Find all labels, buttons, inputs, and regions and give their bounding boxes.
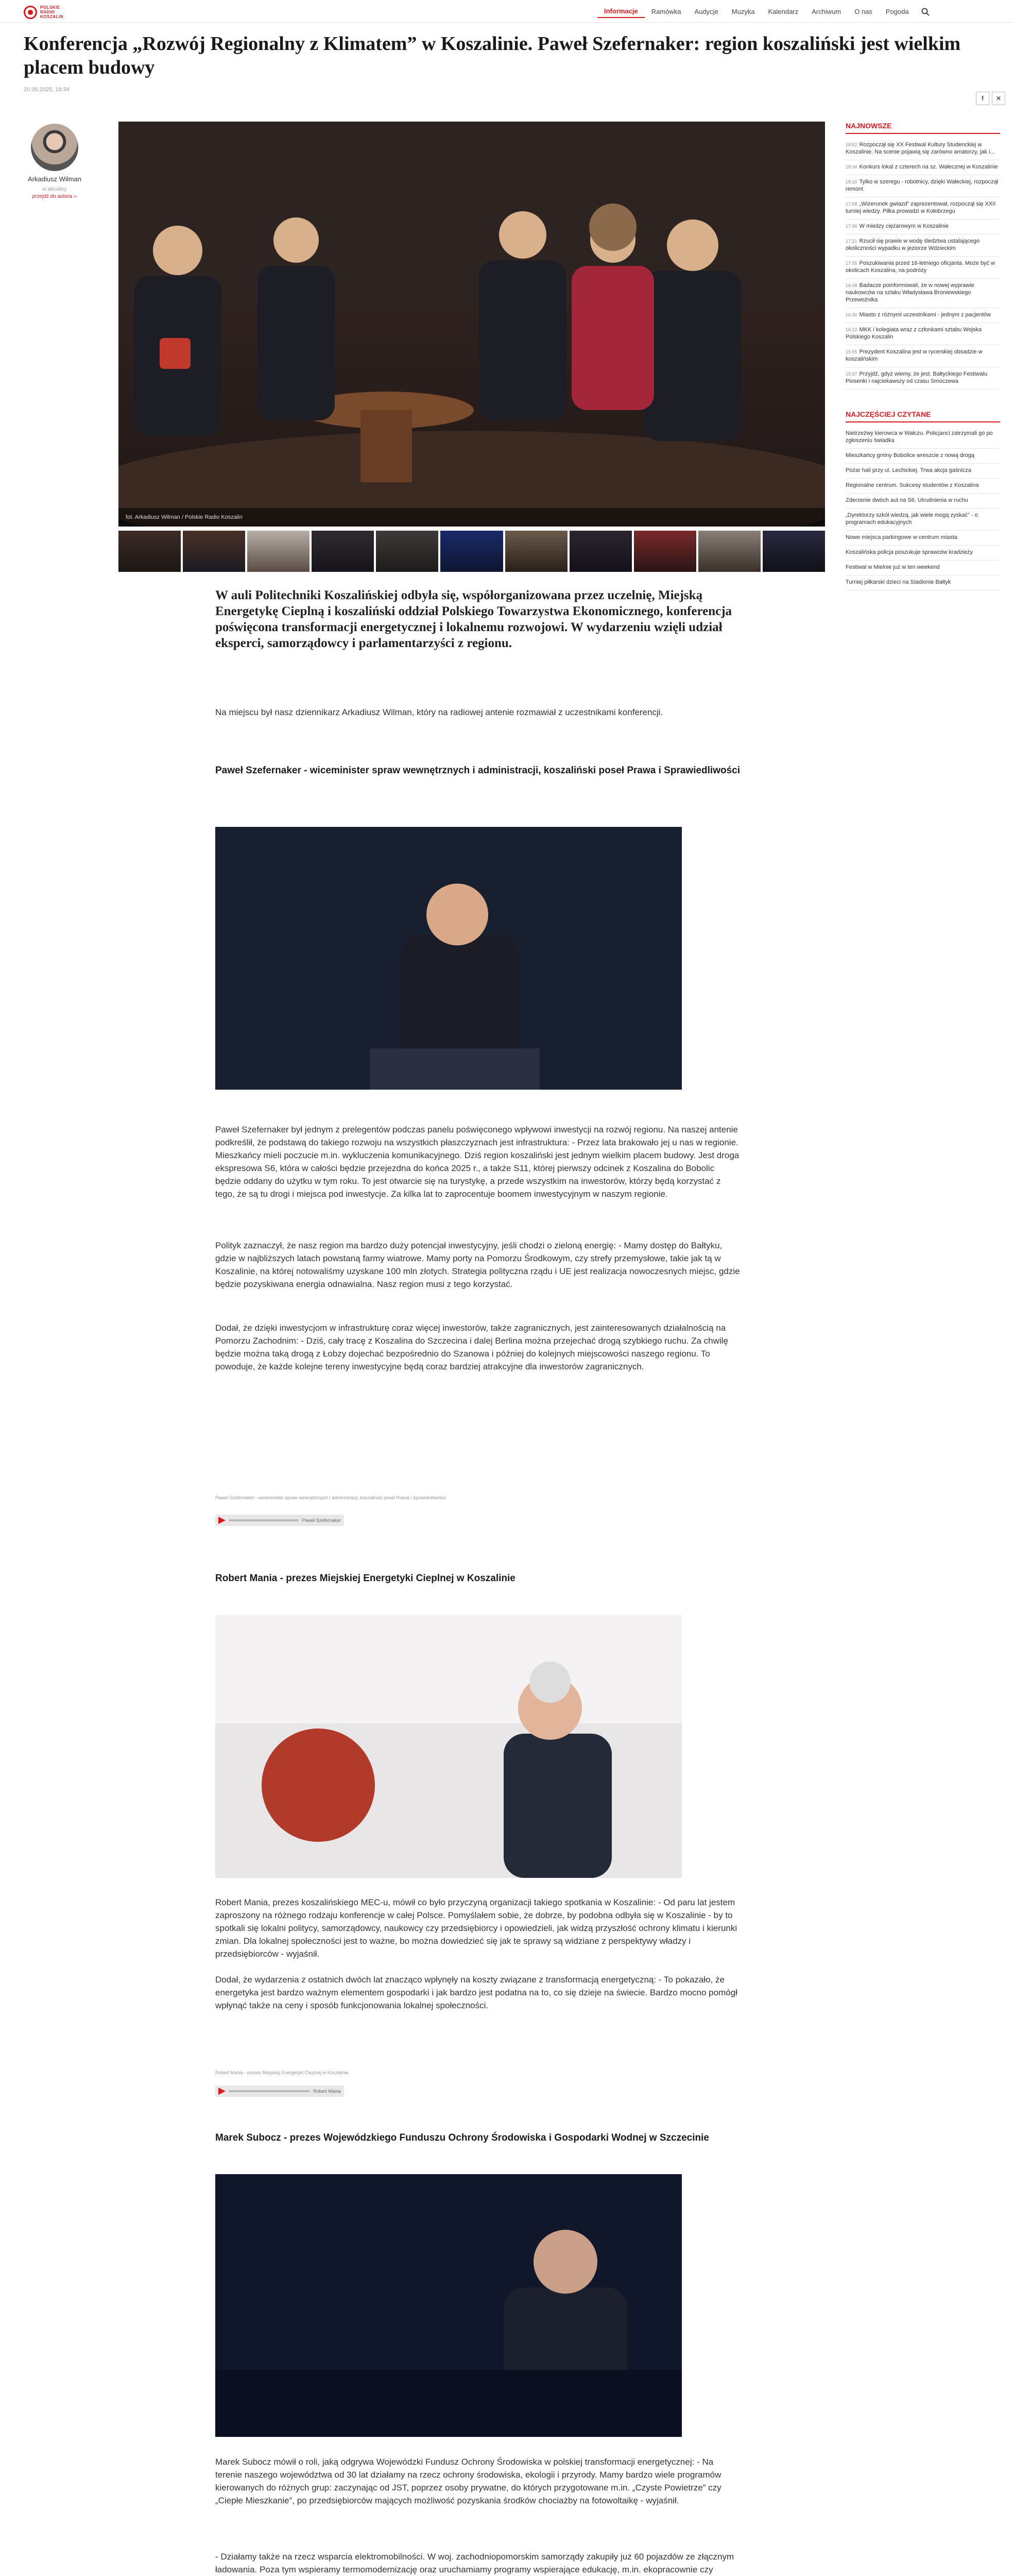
list-item[interactable] [846,561,1000,575]
item-title: Badacze poinformowali, że w nowej wyprawie naukowców na szlaku Władysława Broniewskiego Przewoźnika [846,282,974,303]
list-item[interactable] [846,160,1000,175]
list-item[interactable] [846,546,1000,561]
section-heading: Marek Subocz - prezes Wojewódzkiego Funduszu Ochrony Środowiska i Gospodarki Wodnej w Szczecinie [215,2132,709,2143]
photo-caption: Paweł Szefernaker - wiceminister spraw wewnętrznych i administracji, koszaliński poseł Prawa i Sprawiedliwości [215,1495,446,1500]
section-heading: Robert Mania - prezes Miejskiej Energetyki Cieplnej w Koszalinie [215,1573,515,1584]
latest-news-list [846,138,1000,389]
item-title: Mieszkańcy gminy Bobolice wreszcie z nową drogą [846,452,975,459]
nav-item-archiwum[interactable]: Archiwum [812,8,841,15]
item-title: Nowe miejsca parkingowe w centrum miasta [846,534,958,540]
avatar[interactable] [31,124,78,171]
gallery-thumb[interactable] [763,531,825,572]
author-profile-link[interactable]: przejdź do autora ›› [32,194,77,199]
section-paragraph: Dodał, że wydarzenia z ostatnich dwóch lat znacząco wpłynęły na koszty związane z transformacją energetyczną: - To pokazało, że energetyka jest bardzo ważnym elementem gospodarki i jak bardzo jest podatna na to, co się dzieje na świecie. Bardzo mocno pomógł wpłynąć także na ceny i sposób funkcjonowania lokalnej społeczności. [215,1975,737,2010]
item-time: 16:48 [846,283,857,288]
gallery-thumb[interactable] [698,531,761,572]
logo-line: POLSKIE [40,5,60,10]
item-time: 16:12 [846,327,857,332]
item-title: Festiwal w Mielnie już w ten weekend [846,564,940,570]
list-item[interactable] [846,323,1000,345]
logo-line: RADIO [40,10,55,14]
list-item[interactable] [846,494,1000,509]
section-paragraph: Robert Mania, prezes koszalińskiego MEC-u, mówił co było przyczyną organizacji takiego spotkania w Koszalinie: - Od paru lat jestem zaproszony na różnego rodzaju konferencje w całej Polsce. Pomyślałem sobie, że dobrze, by podobna odbyła się w Koszalinie - by to spotkali się lokalni politycy, samorządowcy, naukowcy czy przedsiębiorcy i opowiedzieli, jak widzą przyszłość ochrony klimatu i kierunki zmian. Dla lokalnej społeczności jest to ważne, bo można dowiedzieć się jak te sprawy są widziane z perspektywy władzy i przedsiębiorców - wyjaśnił. [215,1897,737,1959]
section-paragraph: Marek Subocz mówił o roli, jaką odgrywa Wojewódzki Fundusz Ochrony Środowiska w polskiej transformacji energetycznej: - Na terenie naszego województwa od 30 lat działamy na rzecz ochrony środowiska, ekologii i przyrody. Mamy bardzo wiele programów kierowanych do różnych grup: zaczynając od JST, poprzez osoby prywatne, do których przygotowane m.in. „Czyste Powietrze” czy „Ciepłe Mieszkanie”, po przedsiębiorców mających możliwość pozyskania środków chociażby na fotowoltaikę - wyjaśnił. [215,2457,721,2505]
section-paragraph: - Działamy także na rzecz wsparcia elektromobilności. W woj. zachodniopomorskim samorządy zakupiły już 60 pojazdów ze złącznym ładowania. Poza tym wspieramy termomodernizację oraz uruchamiamy programy wspierające edukację, m.in. ekopracownie czy [215,2552,734,2574]
list-item[interactable] [846,175,1000,197]
article-intro: Na miejscu był nasz dziennikarz Arkadiusz Wilman, który na radiowej antenie rozmawiał z uczestnikami konferencji. [215,707,663,717]
sidebar-latest-heading: NAJNOWSZE [846,122,1000,134]
item-time: 17:05 [846,261,857,266]
section-photo[interactable] [215,2174,682,2437]
list-item[interactable] [846,257,1000,279]
gallery-thumb[interactable] [183,531,245,572]
list-item[interactable] [846,367,1000,389]
gallery-thumb[interactable] [634,531,696,572]
list-item[interactable] [846,345,1000,367]
twitter-share-icon[interactable]: ✕ [992,92,1005,105]
gallery-thumb[interactable] [505,531,568,572]
gallery-thumb[interactable] [247,531,310,572]
search-icon[interactable] [920,6,931,18]
gallery-thumb[interactable] [376,531,438,572]
audio-label: Robert Mania [313,2089,341,2094]
list-item[interactable] [846,219,1000,234]
audio-player[interactable] [215,1515,344,1526]
item-title: MKK i kolegiata wraz z członkami sztabu Wojska Polskiego Koszalin [846,327,982,340]
item-title: Tylko w szeregu - robotnicy, dzięki Wałeckiej, rozpoczął remont [846,179,999,192]
popular-news-list [846,427,1000,590]
audio-label: Paweł Szefernaker [302,1518,341,1523]
item-title: Miasto z różnymi uczestnikami - jednym z pacjentów [859,312,991,318]
list-item[interactable] [846,509,1000,531]
article-date: 20.05.2025, 18:34 [24,87,70,93]
gallery-thumb[interactable] [570,531,632,572]
nav-item-kalendarz[interactable]: Kalendarz [768,8,799,15]
item-time: 16:30 [846,312,857,317]
section-paragraph: Dodał, że dzięki inwestycjom w infrastrukturę coraz więcej inwestorów, także zagranicznych, jest zainteresowanych działalnością na Pomorzu Zachodnim: - Dziś, cały tracę z Koszalina do Szczecina i dalej Berlina można przejechać drogą szybkiego ruchu. Za chwilę będzie można taką drogą z Łobzy dojechać bezpośrednio do Szanowa i później do kolejnych miejscowości naszego regionu. To powoduje, że każde kolejne tereny inwestycyjne będą coraz bardziej atrakcyjne dla inwestorów zagranicznych. [215,1323,728,1371]
item-title: Poszukiwania przed 16-letniego oficjanta. Może być w okolicach Koszalina, na podróży [846,260,995,274]
article-title: Konferencja „Rozwój Regionalny z Klimatem” w Koszalinie. Paweł Szefernaker: region koszaliński jest wielkim placem budowy [24,33,961,78]
nav-item-o-nas[interactable]: O nas [854,8,872,15]
facebook-share-icon[interactable]: f [976,92,989,105]
nav-item-informacje[interactable]: Informacje [597,5,645,18]
item-title: Rzucił się prawie w wodę śledztwa ustalającego okoliczności wypadku w jeziorze Wdzieckim [846,238,980,251]
item-time: 18:52 [846,142,857,147]
item-title: Przyjdź, gdyż wiemy, że jest. Bałtyckiego Festiwalu Piosenki i najciekawszy od czasu Smoczewa [846,371,988,384]
author-name[interactable]: Arkadiusz Wilman [27,175,82,183]
list-item[interactable] [846,449,1000,464]
item-title: Nietrzeźwy kierowca w Wałczu. Policjanci zatrzymali go po zgłoszeniu świadka [846,430,993,444]
item-title: Prezydent Koszalina jest w rycerskiej obsadzie w koszalińskim [846,349,983,362]
audio-progress[interactable] [229,2090,310,2092]
item-title: „Wizerunek gwiazd” zaprezentował, rozpoczął się XXII turniej wiedzy. Piłka prowadzi w Kołobrzegu [846,201,996,214]
gallery-thumb[interactable] [440,531,503,572]
item-title: Pożar hali przy ul. Lechickiej. Trwa akcja gaśnicza [846,467,971,473]
list-item[interactable] [846,138,1000,160]
nav-item-ramowka[interactable]: Ramówka [651,8,681,15]
list-item[interactable] [846,427,1000,449]
section-paragraph: Polityk zaznaczył, że nasz region ma bardzo duży potencjał inwestycyjny, jeśli chodzi o zieloną energię: - Mamy dostęp do Bałtyku, gdzie w najbliższych latach powstaną farmy wiatrowe. Mamy porty na Pomorzu Środkowym, czy strefy przemysłowe, takie jak tą w Koszalinie, na której notowaliśmy uzyskane 100 mln złotych. Strategia polityczna rządu i UE jest realizacja nowoczesnych miejsc, gdzie będzie pozyskiwana energia odnawialna. Nasz region musi z tego korzystać. [215,1241,740,1289]
list-item[interactable] [846,464,1000,479]
main-nav [597,5,931,18]
item-title: Turniej piłkarski dzieci na Stadionie Bałtyk [846,579,951,585]
item-time: 18:34 [846,164,857,170]
hero-photo[interactable] [118,122,825,527]
nav-item-muzyka[interactable]: Muzyka [731,8,755,15]
top-bar [0,0,1014,23]
item-time: 17:40 [846,224,857,229]
item-time: 17:58 [846,201,857,207]
audio-progress[interactable] [229,1519,299,1521]
item-title: Koszalińska policja poszukuje sprawców kradzieży [846,549,973,555]
sidebar [846,122,1000,590]
logo-mark-icon [24,6,37,19]
item-title: Konkurs lokal z czterech na sz. Wałecznej w Koszalinie [859,164,998,170]
audio-player[interactable] [215,2086,344,2097]
author-box [24,124,85,199]
section-paragraph: Paweł Szefernaker był jednym z prelegentów podczas panelu poświęconego wpływowi inwestycji na rozwój regionu. Na naszej antenie podkreślił, że podstawą do takiego rozwoju na wszystkich płaszczyznach jest infrastruktura: - Przez lata brakowało jej u nas w regionie. Mieszkańcy mieli poczucie m.in. wykluczenia komunikacyjnego. Dziś region koszaliński jest jednym wielkim placem budowy. Jest droga ekspresowa S6, która w całości będzie przejezdna do końca 2025 r., a także S11, której pierwszy odcinek z Koszalina do Bobolic będzie oddany do użytku w tym roku. To jest otwarcie się na turystykę, a przede wszystkim na inwestorów, którzy będą korzystać z tego, że są tu drogi i miejsca pod inwestycje. Za kilka lat to zaprocentuje boomem inwestycyjnym w naszym regionie. [215,1125,740,1199]
list-item[interactable] [846,197,1000,219]
nav-item-audycje[interactable]: Audycje [694,8,718,15]
section-photo[interactable] [215,827,682,1090]
gallery-thumb[interactable] [118,531,181,572]
play-icon[interactable] [218,1517,226,1524]
nav-item-pogoda[interactable]: Pogoda [885,8,909,15]
author-role: w aktualny [42,187,67,192]
list-item[interactable] [846,531,1000,546]
list-item[interactable] [846,575,1000,590]
play-icon[interactable] [218,2088,226,2095]
hero-photo-caption: fot. Arkadiusz Wilman / Polskie Radio Koszalin [118,508,825,527]
section-photo[interactable] [215,1615,682,1878]
section-heading: Paweł Szefernaker - wiceminister spraw wewnętrznych i administracji, koszaliński poseł Prawa i Sprawiedliwości [215,765,741,776]
photo-caption: Robert Mania - prezes Miejskiej Energetyki Cieplnej w Koszalinie [215,2070,349,2075]
gallery-thumb[interactable] [312,531,374,572]
item-title: Zderzenie dwóch aut na S6. Utrudnienia w ruchu [846,497,968,503]
list-item[interactable] [846,279,1000,308]
list-item[interactable] [846,308,1000,323]
list-item[interactable] [846,234,1000,257]
site-logo[interactable] [24,5,63,19]
item-time: 18:10 [846,179,857,184]
item-time: 15:55 [846,349,857,354]
item-title: Regionalne centrum. Sukcesy studentów z Koszalina [846,482,979,488]
sidebar-popular-heading: NAJCZĘŚCIEJ CZYTANE [846,410,1000,422]
item-title: „Dyrektorzy szkół wiedzą, jak wiele mogą zyskać” - o programach edukacyjnych [846,512,978,526]
item-time: 17:21 [846,239,857,244]
item-title: Rozpoczął się XX Festiwal Kultury Studenckiej w Koszalinie. Na scenie pojawią się zarówno amatorzy, jak i... [846,142,995,155]
list-item[interactable] [846,479,1000,494]
item-title: W miedzy ciężarowym w Koszalinie [859,223,949,229]
article-lead: W auli Politechniki Koszalińskiej odbyła się, współorganizowana przez uczelnię, Miejską Energetykę Cieplną i koszaliński oddział Polskiego Towarzystwa Ekonomicznego, konferencja poświęcona transformacji energetycznej i lokalnemu rozwojowi. W wydarzeniu wzięli udział eksperci, samorządowcy i parlamentarzyści z regionu. [215,588,732,650]
logo-line: KOSZALIN [40,14,63,19]
item-time: 15:37 [846,371,857,377]
photo-gallery [118,531,825,572]
